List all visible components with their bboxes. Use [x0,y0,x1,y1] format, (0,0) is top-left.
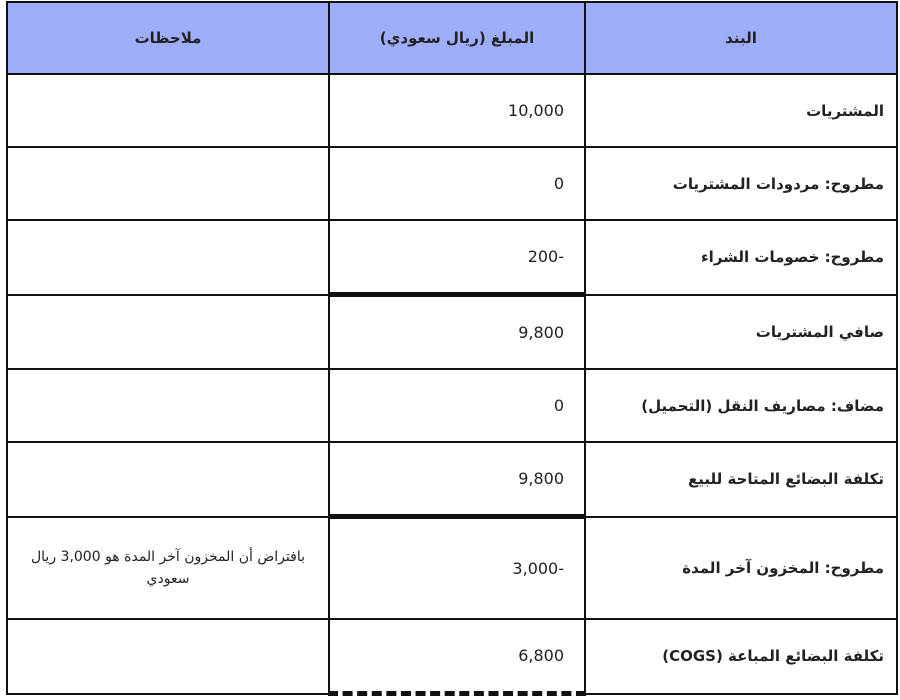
row-item: تكلفة البضائع المتاحة للبيع [585,442,897,517]
row-item: صافي المشتريات [585,295,897,370]
table-row [7,147,897,220]
row-amount: 9,800 [518,323,564,342]
table-row [7,295,897,370]
row-amount: 0 [553,396,564,415]
row-amount: 9,800 [518,469,564,488]
row-item: مطروح: المخزون آخر المدة [585,517,897,620]
row-item: مطروح: مردودات المشتريات [585,147,897,220]
table-header [7,2,897,74]
row-notes [7,369,329,442]
row-notes [7,147,329,220]
table-row [7,517,897,620]
row-amount: 200- [527,247,564,266]
cogs-table [6,1,898,696]
row-notes: بافتراض أن المخزون آخر المدة هو 3,000 ريال سعودي [7,517,329,620]
row-item: مطروح: خصومات الشراء [585,220,897,295]
row-item: تكلفة البضائع المباعة (COGS) [585,619,897,694]
row-amount: 0 [553,174,564,193]
row-amount: 6,800 [518,646,564,665]
row-notes [7,295,329,370]
table-row [7,442,897,517]
row-amount: 10,000 [508,101,564,120]
row-notes [7,220,329,295]
table-row [7,619,897,694]
row-notes [7,442,329,517]
header-amount: المبلغ (ريال سعودي) [329,2,585,74]
row-item: مضاف: مصاريف النقل (التحميل) [585,369,897,442]
table-row [7,220,897,295]
row-item: المشتريات [585,74,897,147]
row-amount: 3,000- [512,559,564,578]
header-item: البند [585,2,897,74]
row-notes [7,74,329,147]
table-row [7,74,897,147]
row-notes [7,619,329,694]
table-row [7,369,897,442]
header-notes: ملاحظات [7,2,329,74]
